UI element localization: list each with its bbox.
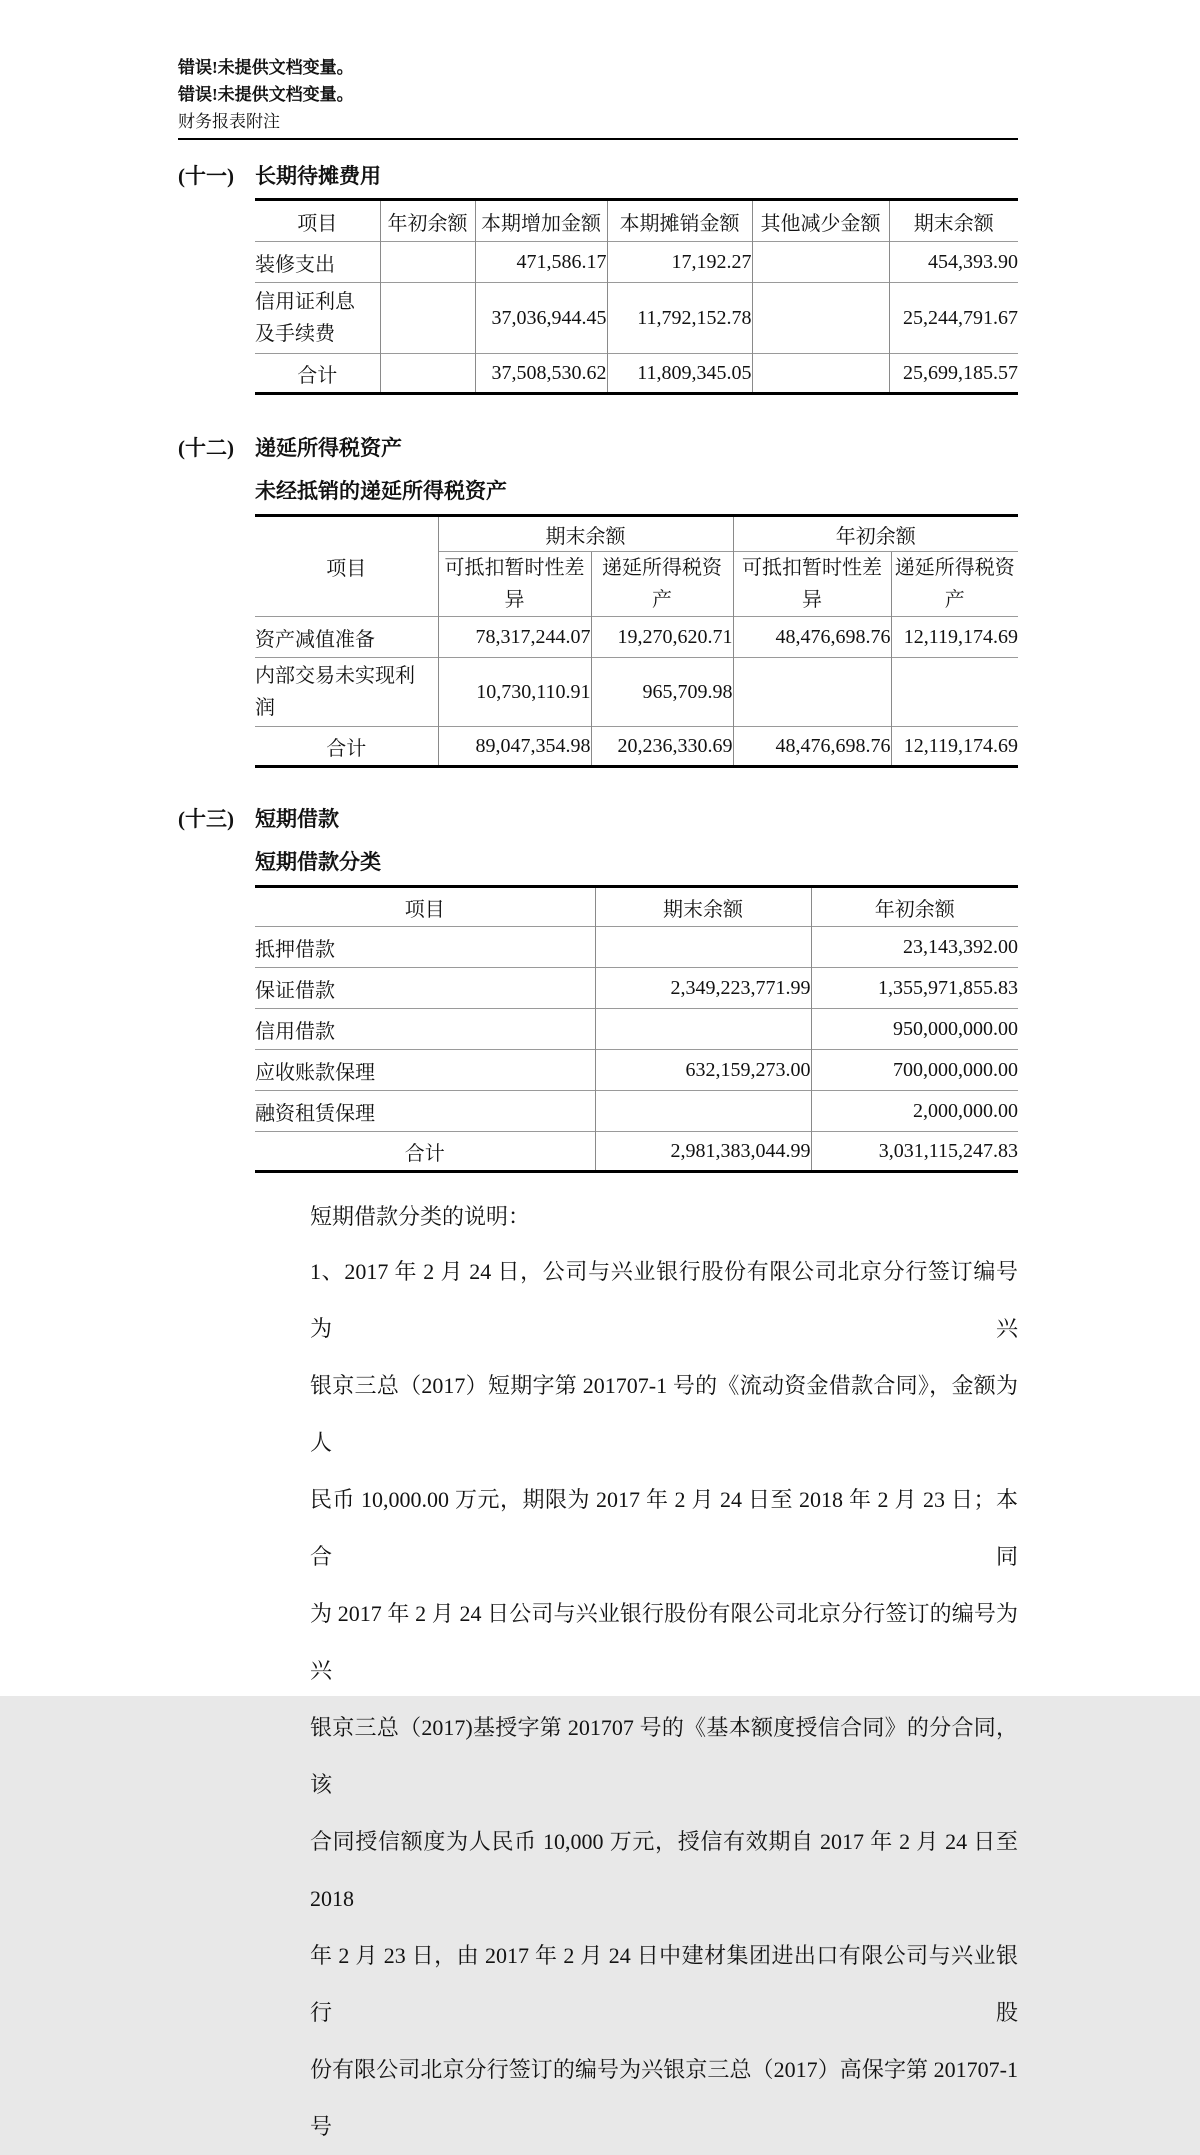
cell-begin-dta <box>891 658 1018 727</box>
cell-amortization: 11,792,152.78 <box>607 283 752 354</box>
section-13-subtitle: 短期借款分类 <box>255 850 381 874</box>
col-end-deductible-difference: 可抵扣暂时性差 异 <box>438 552 591 617</box>
cell-begin-dta: 12,119,174.69 <box>891 727 1018 767</box>
header-error-line-2: 错误!未提供文档变量。 <box>178 85 354 104</box>
cell-end: 454,393.90 <box>889 242 1018 283</box>
section-11-number: (十一) <box>178 164 234 188</box>
row-label: 资产减值准备 <box>255 617 438 658</box>
cell-other <box>752 354 889 394</box>
col-begin-balance: 年初余额 <box>811 887 1018 927</box>
table-total-row <box>255 354 1018 394</box>
cell-begin <box>380 354 475 394</box>
cell-amortization: 17,192.27 <box>607 242 752 283</box>
cell-increase: 471,586.17 <box>475 242 607 283</box>
row-label: 内部交易未实现利 润 <box>255 658 438 727</box>
cell-amortization: 11,809,345.05 <box>607 354 752 394</box>
col-amortization: 本期摊销金额 <box>607 200 752 242</box>
header-doc-subtitle: 财务报表附注 <box>178 112 280 131</box>
long-term-deferred-expenses-table <box>255 198 1018 395</box>
section-13-title: 短期借款 <box>255 807 339 831</box>
page-content <box>178 0 1018 2155</box>
cell-begin: 950,000,000.00 <box>811 1009 1018 1050</box>
note-line: 银京三总（2017）短期字第 201707-1 号的《流动资金借款合同》，金额为人 <box>310 1373 1018 1455</box>
col-end-balance: 期末余额 <box>889 200 1018 242</box>
col-group-begin-balance: 年初余额 <box>733 516 1018 552</box>
cell-begin-deductible: 48,476,698.76 <box>733 617 891 658</box>
row-label: 保证借款 <box>255 968 595 1009</box>
cell-end-deductible: 10,730,110.91 <box>438 658 591 727</box>
table-row <box>255 1009 1018 1050</box>
cell-end-dta: 965,709.98 <box>591 658 733 727</box>
cell-end: 25,699,185.57 <box>889 354 1018 394</box>
cell-end-deductible: 89,047,354.98 <box>438 727 591 767</box>
row-label: 抵押借款 <box>255 927 595 968</box>
row-label: 应收账款保理 <box>255 1050 595 1091</box>
header-error-line-1: 错误!未提供文档变量。 <box>178 58 354 77</box>
cell-end-dta: 20,236,330.69 <box>591 727 733 767</box>
row-label: 融资租赁保理 <box>255 1091 595 1132</box>
cell-begin-deductible: 48,476,698.76 <box>733 727 891 767</box>
cell-begin: 700,000,000.00 <box>811 1050 1018 1091</box>
cell-begin <box>380 283 475 354</box>
table-row <box>255 1050 1018 1091</box>
cell-begin: 1,355,971,855.83 <box>811 968 1018 1009</box>
cell-begin-deductible <box>733 658 891 727</box>
section-12-heading <box>178 433 1018 463</box>
cell-increase: 37,036,944.45 <box>475 283 607 354</box>
borrowings-notes-title: 短期借款分类的说明： <box>310 1204 531 1229</box>
table-total-row <box>255 727 1018 767</box>
table-header-row <box>255 887 1018 927</box>
cell-end <box>595 1091 811 1132</box>
cell-begin: 23,143,392.00 <box>811 927 1018 968</box>
row-label: 信用证利息 及手续费 <box>255 283 380 354</box>
col-item: 项目 <box>404 898 445 921</box>
table-row <box>255 283 1018 354</box>
note-line: 银京三总（2017)基授字第 201707 号的《基本额度授信合同》的分合同，该 <box>310 1715 1018 1797</box>
short-term-borrowings-table <box>255 885 1018 1173</box>
col-group-end-balance: 期末余额 <box>438 516 733 552</box>
section-11-heading <box>178 161 1018 191</box>
total-label: 合计 <box>255 727 438 767</box>
col-end-deferred-tax-asset: 递延所得税资 产 <box>591 552 733 617</box>
table-row <box>255 242 1018 283</box>
col-begin-balance: 年初余额 <box>380 200 475 242</box>
row-label: 装修支出 <box>255 242 380 283</box>
cell-begin-dta: 12,119,174.69 <box>891 617 1018 658</box>
note-line: 1、2017 年 2 月 24 日，公司与兴业银行股份有限公司北京分行签订编号为兴 <box>310 1259 1018 1341</box>
cell-end-dta: 19,270,620.71 <box>591 617 733 658</box>
col-other-decrease: 其他减少金额 <box>752 200 889 242</box>
total-label: 合计 <box>255 1132 595 1172</box>
cell-end: 25,244,791.67 <box>889 283 1018 354</box>
total-label: 合计 <box>255 354 380 394</box>
table-row <box>255 1091 1018 1132</box>
cell-end: 632,159,273.00 <box>595 1050 811 1091</box>
cell-end: 2,349,223,771.99 <box>595 968 811 1009</box>
col-item: 项目 <box>326 558 367 580</box>
note-line: 份有限公司北京分行签订的编号为兴银京三总（2017）高保字第 201707-1 号 <box>310 2057 1019 2139</box>
note-line: 民币 10,000.00 万元，期限为 2017 年 2 月 24 日至 2018 年 2 月 23 日；本合同 <box>310 1487 1018 1569</box>
cell-other <box>752 242 889 283</box>
col-increase: 本期增加金额 <box>475 200 607 242</box>
table-row <box>255 927 1018 968</box>
note-line: 为 2017 年 2 月 24 日公司与兴业银行股份有限公司北京分行签订的编号为兴 <box>310 1601 1018 1683</box>
section-13-number: (十三) <box>178 807 234 831</box>
table-header-row <box>255 200 1018 242</box>
cell-end <box>595 927 811 968</box>
table-total-row <box>255 1132 1018 1172</box>
col-begin-deductible-difference: 可抵扣暂时性差 异 <box>733 552 891 617</box>
table-row <box>255 968 1018 1009</box>
table-row <box>255 658 1018 727</box>
note-line: 合同授信额度为人民币 10,000 万元，授信有效期自 2017 年 2 月 24 日至 2018 <box>310 1829 1018 1911</box>
table-header-row-1 <box>255 516 1018 552</box>
note-line: 年 2 月 23 日，由 2017 年 2 月 24 日中建材集团进出口有限公司与兴业银行股 <box>310 1943 1018 2025</box>
section-13-heading <box>178 804 1018 834</box>
col-item: 项目 <box>297 212 338 235</box>
cell-end <box>595 1009 811 1050</box>
row-label: 信用借款 <box>255 1009 595 1050</box>
section-12-subtitle: 未经抵销的递延所得税资产 <box>255 479 507 503</box>
cell-begin <box>380 242 475 283</box>
col-begin-deferred-tax-asset: 递延所得税资 产 <box>891 552 1018 617</box>
deferred-tax-assets-table <box>255 514 1018 768</box>
cell-increase: 37,508,530.62 <box>475 354 607 394</box>
header-divider <box>178 138 1018 140</box>
borrowings-note-paragraph <box>310 1243 1018 2155</box>
section-12-number: (十二) <box>178 436 234 460</box>
table-row <box>255 617 1018 658</box>
cell-begin: 3,031,115,247.83 <box>811 1132 1018 1172</box>
col-end-balance: 期末余额 <box>595 887 811 927</box>
section-11-title: 长期待摊费用 <box>255 164 381 188</box>
cell-other <box>752 283 889 354</box>
cell-begin: 2,000,000.00 <box>811 1091 1018 1132</box>
section-12-title: 递延所得税资产 <box>255 436 402 460</box>
cell-end: 2,981,383,044.99 <box>595 1132 811 1172</box>
cell-end-deductible: 78,317,244.07 <box>438 617 591 658</box>
